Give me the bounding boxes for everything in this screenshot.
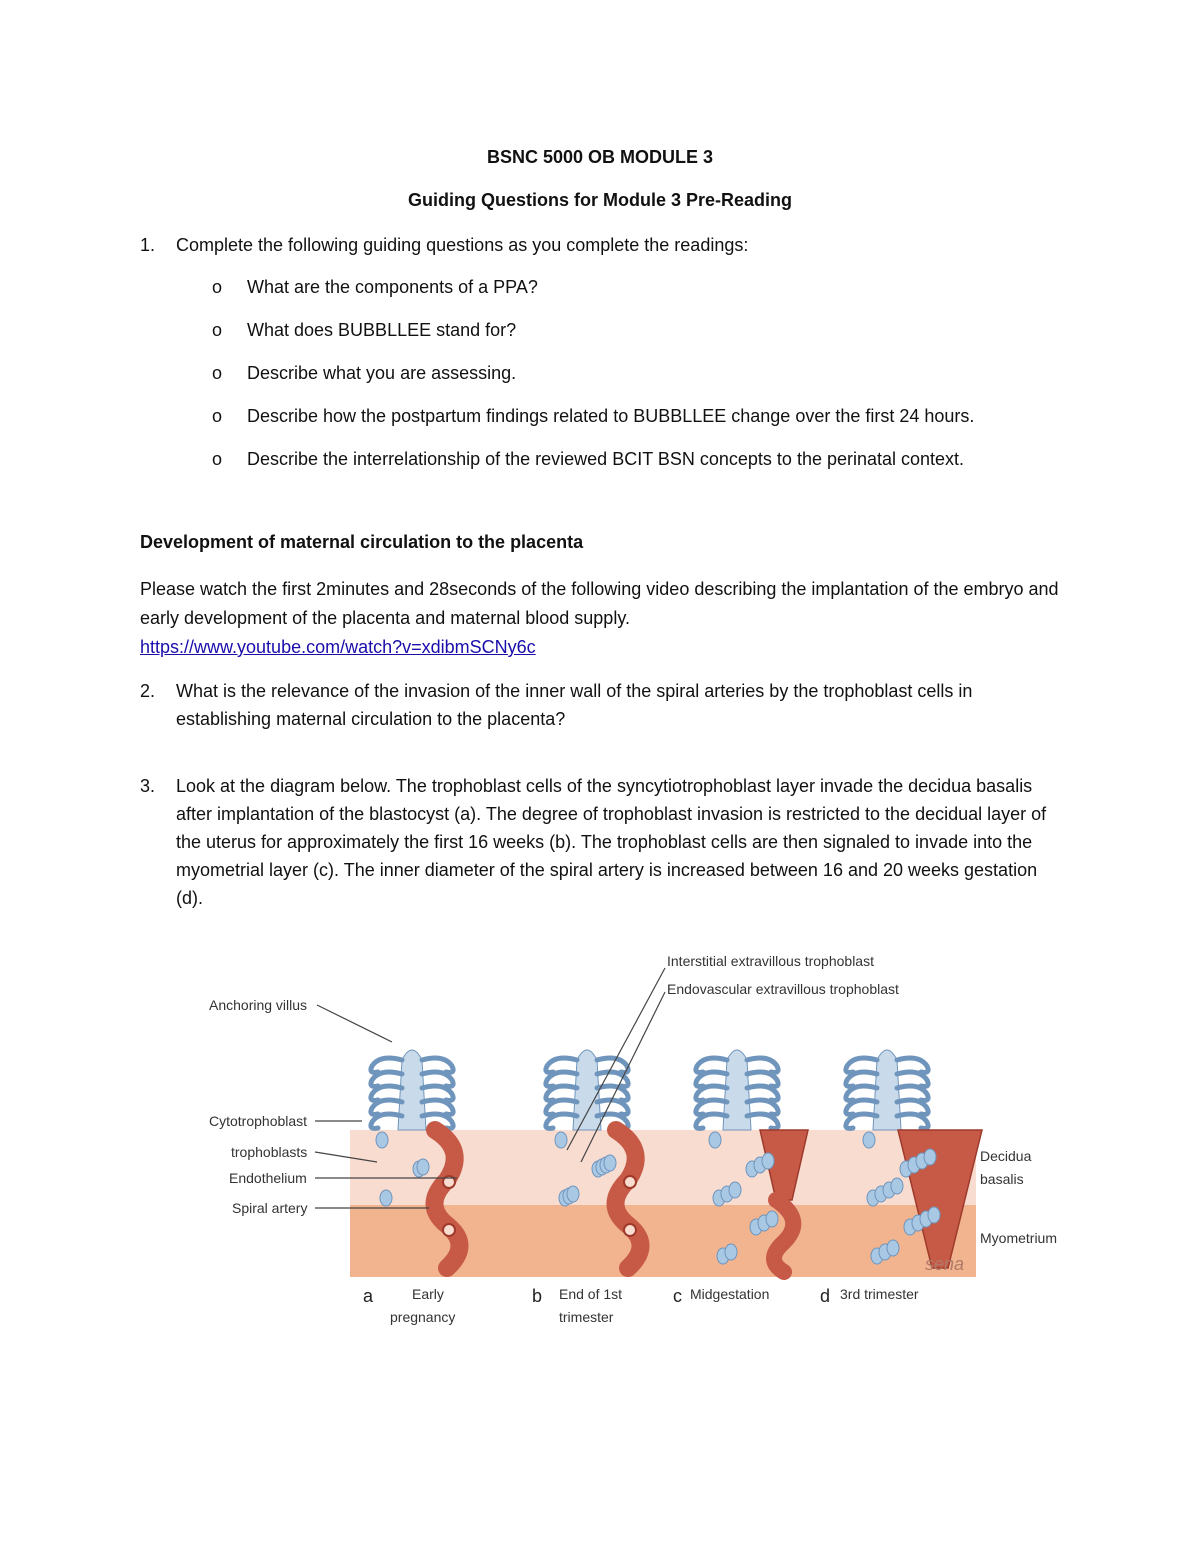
diagram-svg (157, 950, 1057, 1325)
artist-signature: sena (925, 1254, 965, 1274)
course-title: BSNC 5000 OB MODULE 3 (486, 147, 714, 167)
stage-c-letter: c (673, 1286, 682, 1306)
label-trophoblasts: trophoblasts (231, 1144, 308, 1160)
bullet-marker: o (212, 406, 223, 426)
label-decidua: Decidua (980, 1148, 1032, 1164)
trophoblast-cell (380, 1190, 392, 1206)
villus-branch (546, 1114, 577, 1128)
bullet-marker: o (212, 449, 223, 469)
label-anchoring-villus: Anchoring villus (209, 997, 308, 1013)
stage-b-caption-1: End of 1st (559, 1286, 623, 1302)
section-intro (140, 575, 1070, 662)
question-text: What is the relevance of the invasion of the inner wall of the spiral arteries by the trophoblast cells in establishing maternal circulation to the placenta? (176, 681, 973, 729)
stage-d-letter: d (820, 1286, 831, 1306)
stage-b-letter: b (532, 1286, 543, 1306)
bullet-text: What does BUBBLLEE stand for? (247, 320, 517, 340)
video-link[interactable]: https://www.youtube.com/watch?v=xdibmSCNy6c (140, 637, 536, 657)
bullet-text: Describe what you are assessing. (247, 363, 517, 383)
spiral-artery-diagram (157, 950, 1057, 1325)
villus-branch (747, 1114, 778, 1128)
trophoblast-cell (567, 1186, 579, 1202)
trophoblast-cell (924, 1149, 936, 1165)
question-1 (140, 231, 1060, 259)
question-text: Look at the diagram below. The trophoblast cells of the syncytiotrophoblast layer invade the decidua basalis after implantation of the blastocyst (a). The degree of trophoblast invasion is restricted to the decidual layer of the uterus for approximately the first 16 weeks (b). The trophoblast cells are then signaled to invade into the myometrial layer (c). The inner diameter of the spiral artery is increased between 16 and 20 weeks gestation (d). (176, 776, 1047, 908)
bullet-text: Describe the interrelationship of the reviewed BCIT BSN concepts to the perinatal context. (247, 449, 965, 469)
villus-branch (696, 1114, 727, 1128)
villus-branch (371, 1114, 402, 1128)
label-endothelium: Endothelium (229, 1170, 307, 1186)
trophoblast-cell (762, 1153, 774, 1169)
trophoblast-cell (928, 1207, 940, 1223)
question-number: 3. (140, 776, 156, 796)
stage-a-caption-1: Early (412, 1286, 444, 1302)
artery-lumen (443, 1224, 455, 1236)
villus-branch (846, 1114, 877, 1128)
trophoblast-cell (604, 1155, 616, 1171)
stage-d-caption-1: 3rd trimester (840, 1286, 919, 1302)
trophoblast-cell (555, 1132, 567, 1148)
trophoblast-cell (766, 1211, 778, 1227)
trophoblast-cell (729, 1182, 741, 1198)
trophoblast-cell (417, 1159, 429, 1175)
label-cytotrophoblast: Cytotrophoblast (209, 1113, 308, 1129)
trophoblast-cell (725, 1244, 737, 1260)
trophoblast-cell (709, 1132, 721, 1148)
trophoblast-cell (376, 1132, 388, 1148)
bullet-marker: o (212, 277, 223, 297)
question-2 (140, 677, 1060, 733)
label-endovascular-trophoblast: Endovascular extravillous trophoblast (667, 981, 899, 997)
stage-c-caption-1: Midgestation (690, 1286, 770, 1302)
document-subtitle: Guiding Questions for Module 3 Pre-Reading (407, 190, 793, 210)
bullet-text: What are the components of a PPA? (247, 277, 538, 297)
artery-lumen (624, 1176, 636, 1188)
question-number: 1. (140, 235, 156, 255)
question-text: Complete the following guiding questions as you complete the readings: (176, 235, 749, 255)
trophoblast-cell (863, 1132, 875, 1148)
trophoblast-cell (891, 1178, 903, 1194)
label-interstitial-trophoblast: Interstitial extravillous trophoblast (667, 953, 874, 969)
artery-lumen (624, 1224, 636, 1236)
question-number: 2. (140, 681, 156, 701)
trophoblast-cell (887, 1240, 899, 1256)
bullet-marker: o (212, 320, 223, 340)
label-myometrium: Myometrium (980, 1230, 1057, 1246)
question-3 (140, 772, 1060, 912)
label-basalis: basalis (980, 1171, 1024, 1187)
bullet-text: Describe how the postpartum findings related to BUBBLLEE change over the first 24 hours. (247, 406, 975, 426)
label-spiral-artery: Spiral artery (232, 1200, 308, 1216)
intro-text: Please watch the first 2minutes and 28seconds of the following video describing the implantation of the embryo and early development of the placenta and maternal blood supply. (140, 579, 1059, 628)
stage-a-letter: a (363, 1286, 374, 1306)
stage-a-caption-2: pregnancy (390, 1309, 456, 1325)
anchoring-villus-leader (317, 1005, 392, 1042)
stage-b-caption-2: trimester (559, 1309, 614, 1325)
section-heading: Development of maternal circulation to the placenta (140, 532, 584, 552)
bullet-marker: o (212, 363, 223, 383)
villus-branch (897, 1114, 928, 1128)
